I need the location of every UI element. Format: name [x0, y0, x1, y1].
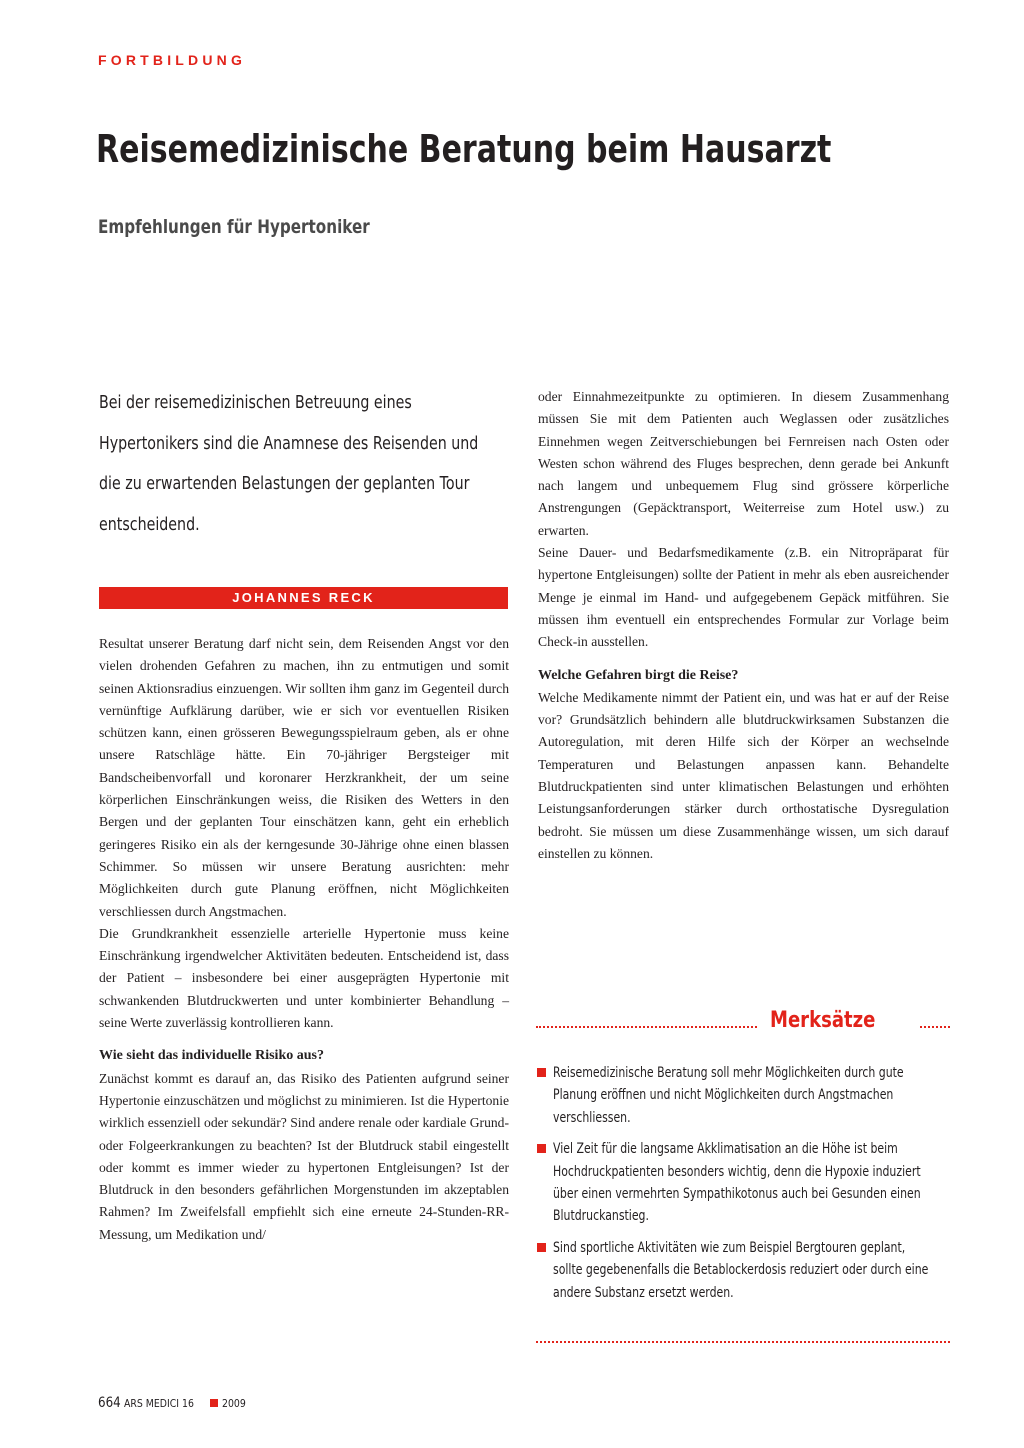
- merksatz-text: Reisemedizinische Beratung soll mehr Möglichkeiten durch gute Planung eröffnen und nicht Möglichkeiten durch Angstmachen verschliessen.: [553, 1065, 904, 1126]
- article-subtitle: Empfehlungen für Hypertoniker: [98, 216, 370, 238]
- merksaetze-box: [536, 1007, 950, 1301]
- square-bullet-icon: [537, 1243, 546, 1252]
- author-banner: [99, 587, 508, 609]
- body-paragraph: Zunächst kommt es darauf an, das Risiko des Patienten aufgrund seiner Hypertonie einzuschätzen und möglichst zu minimieren. Ist die Hypertonie wirklich essenziell oder sekundär? Sind andere renale oder kardiale Grund- oder Folgeerkrankungen zu beachten? Ist der Blutdruck stabil eingestellt oder kommt es immer wieder zu hypertonen Entgleisungen? Ist der Blutdruck in den besonders gefährlichen Morgenstunden im akzeptablen Rahmen? Im Zweifelsfall empfiehlt sich eine erneute 24-Stunden-RR-Messung, um Medikation und/: [99, 1070, 509, 1242]
- body-paragraph: oder Einnahmezeitpunkte zu optimieren. In diesem Zusammenhang müssen Sie mit dem Patienten auch Weglassen oder zusätzliches Einnehmen wegen Zeitverschiebungen bei Fernreisen nach Osten oder Westen schon während des Fluges besprechen, denn gerade bei Ankunft nach langem und unbequemem Flug sind grössere körperliche Anstrengungen (Gepäcktransport, Weiterreise zum Hotel usw.) zu erwarten.: [538, 389, 949, 538]
- article-title: Reisemedizinische Beratung beim Hausarzt: [96, 127, 832, 171]
- journal-name: ARS MEDICI 16: [124, 1396, 194, 1410]
- lead-paragraph: Bei der reisemedizinischen Betreuung eines Hypertonikers sind die Anamnese des Reisenden und die zu erwartenden Belastungen der geplanten Tour entscheidend.: [99, 392, 479, 535]
- page-footer: [98, 1394, 250, 1414]
- issue-year: 2009: [222, 1396, 247, 1410]
- left-column: [99, 633, 509, 1246]
- section-label: FORTBILDUNG: [98, 52, 247, 68]
- merksatz-item: [536, 1138, 950, 1228]
- author-name: JOHANNES RECK: [232, 590, 375, 605]
- merksatz-text: Viel Zeit für die langsame Akklimatisation an die Höhe ist beim Hochdruckpatienten besonders wichtig, denn die Hypoxie induziert über einen vermehrten Sympathikotonus auch bei Gesunden einen Blutdruckanstieg.: [553, 1141, 921, 1225]
- body-paragraph: Seine Dauer- und Bedarfsmedikamente (z.B. ein Nitropräparat für hypertone Entgleisungen) sollte der Patient in mehr als eben ausreichender Menge je einmal im Hand- und aufgegebenem Gepäck mitführen. Sie müssen ihm eventuell ein entsprechendes Formular zur Vorlage beim Check-in ausstellen.: [538, 545, 949, 650]
- dotted-divider: [536, 1341, 950, 1343]
- right-column: [538, 386, 949, 865]
- body-paragraph: Welche Medikamente nimmt der Patient ein, und was hat er auf der Reise vor? Grundsätzlich behindern alle blutdruckwirksamen Substanzen die Autoregulation, mit deren Hilfe sich der Körper an wechselnde Temperaturen und Belastungen anpassen kann. Behandelte Blutdruckpatienten sind unter klimatischen Belastungen und erhöhten Leistungsanforderungen stärker durch orthostatische Dysregulation bedroht. Sie müssen um diese Zusammenhänge wissen, um sich darauf einstellen zu können.: [538, 689, 949, 861]
- merksatz-item: [536, 1062, 950, 1129]
- merksaetze-header: [536, 1007, 950, 1039]
- dotted-divider: [536, 1026, 757, 1028]
- section-heading: Welche Gefahren birgt die Reise?: [538, 667, 739, 683]
- merksaetze-title: Merksätze: [770, 1008, 876, 1033]
- dotted-divider: [920, 1026, 950, 1028]
- body-paragraph: Die Grundkrankheit essenzielle arterielle Hypertonie muss keine Einschränkung irgendwelcher Aktivitäten bedeuten. Entscheidend ist, dass der Patient – insbesondere bei einer ausgeprägten Hypertonie mit schwankenden Blutdruckwerten und unter kombinierter Behandlung – seine Werte zuverlässig kontrollieren kann.: [99, 925, 509, 1031]
- square-separator-icon: [210, 1399, 218, 1407]
- page-number: 664: [98, 1395, 121, 1412]
- merksatz-item: [536, 1237, 950, 1304]
- square-bullet-icon: [537, 1068, 546, 1077]
- merksatz-text: Sind sportliche Aktivitäten wie zum Beispiel Bergtouren geplant, sollte gegebenenfalls die Betablockerdosis reduziert oder durch eine andere Substanz ersetzt werden.: [553, 1239, 929, 1301]
- body-paragraph: Resultat unserer Beratung darf nicht sein, dem Reisenden Angst vor den vielen drohenden Gefahren zu machen, ihn zu entmutigen und somit seinen Aktionsradius einzuengen. Wir sollten ihm ganz im Gegenteil durch vernünftige Aufklärung darüber, wie er sich vor eventuellen Risiken schützen kann, einen grösseren Bewegungsspielraum geben, als er ohne unsere Ratschläge hätte. Ein 70-jähriger Bergsteiger mit Bandscheibenvorfall und koronarer Herzkrankheit, der um seine körperlichen Einschränkungen weiss, die Risiken des Wetters in den Bergen und der geplanten Tour einschätzen kann, geht ein erheblich geringeres Risiko ein als der kerngesunde 30-Jährige ohne einen blassen Schimmer. So müssen wir unsere Beratung ausrichten: mehr Möglichkeiten durch gute Planung eröffnen, nicht Möglichkeiten verschliessen durch Angstmachen.: [99, 636, 509, 919]
- merksaetze-list: [536, 1062, 950, 1313]
- square-bullet-icon: [537, 1144, 546, 1153]
- section-heading: Wie sieht das individuelle Risiko aus?: [99, 1048, 324, 1064]
